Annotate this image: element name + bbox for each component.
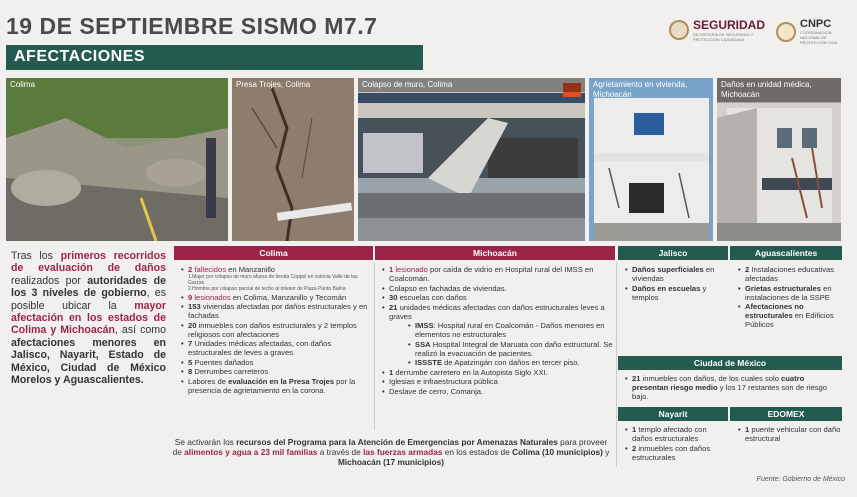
colima-list	[180, 265, 372, 395]
list-item: • 2 fallecidos en Manzanillo 1.Mujer por colapso de muro afuera de tienda Coppel en colonia Valle de las Garzas 2.Hombre por colapso parcial de techo al interior de Plaza Punto Bahía	[180, 265, 372, 292]
list-item: • 1 lesionado por caída de vidrio en Hospital rural del IMSS en Coalcomán.	[381, 265, 613, 283]
aguascalientes-header: Aguascalientes	[730, 246, 842, 260]
list-item: • Grietas estructurales en instalaciones de la SSPE	[737, 284, 843, 302]
photo-presa-trojes	[232, 78, 354, 241]
list-item: • 21 inmuebles con daños, de los cuales solo cuatro presentan riesgo medio y los 17 restantes son de riesgo bajo.	[624, 374, 842, 401]
divider	[616, 262, 617, 467]
list-item: • 1 puente vehicular con daño estructural	[737, 425, 843, 443]
list-item: • Afectaciones no estructurales en Edificios Públicos	[737, 302, 843, 329]
logo-name: CNPC	[800, 18, 832, 30]
list-item: • 1 templo afectado con daños estructurales	[624, 425, 728, 443]
photo-colapso-muro	[358, 78, 585, 241]
photo-caption: Colapso de muro, Colima	[358, 78, 585, 92]
seguridad-logo	[669, 18, 765, 42]
jalisco-header: Jalisco	[618, 246, 728, 260]
photo-agrietamiento	[589, 78, 713, 241]
cdmx-list	[624, 374, 842, 402]
list-item: • 1 derrumbe carretero en la Autopista Siglo XXI.	[381, 368, 613, 377]
list-item: • 5 Puentes dañados	[180, 358, 372, 367]
list-item: • SSA Hospital Integral de Maruata con daño estructural. Se realizó la evacuación de pacientes.	[407, 340, 613, 358]
list-item: • 20 inmuebles con daños estructurales y 2 templos religiosos con afectaciones	[180, 321, 372, 339]
list-item: • Labores de evaluación en la Presa Trojes por la presencia de agrietamiento en la corona.	[180, 377, 372, 395]
section-title: AFECTACIONES	[6, 45, 423, 70]
photo-caption: Daños en unidad médica, Michoacán	[717, 78, 841, 102]
logo-name: SEGURIDAD	[693, 18, 766, 32]
colima-header: Colima	[174, 246, 373, 260]
seal-icon	[669, 20, 689, 40]
list-item: • 2 Instalaciones educativas afectadas	[737, 265, 843, 283]
list-item: • 21 unidades médicas afectadas con daños estructurales leves a graves	[381, 303, 613, 321]
edomex-list	[737, 425, 843, 444]
edomex-header: EDOMEX	[730, 407, 842, 421]
list-item: • 2 inmuebles con daños estructurales	[624, 444, 728, 462]
list-item: • Daños superficiales en viviendas	[624, 265, 728, 283]
list-item: • Colapso en fachadas de viviendas.	[381, 284, 613, 293]
jalisco-list	[624, 265, 728, 302]
list-item: • 8 Derrumbes carreteros	[180, 367, 372, 376]
logo-sub: SECRETARÍA DE SEGURIDAD Y PROTECCIÓN CIUDADANA	[693, 32, 754, 42]
photo-unidad-medica	[717, 78, 841, 241]
photo-colima	[6, 78, 228, 241]
cnpc-seal-icon	[776, 22, 796, 42]
page-title: 19 DE SEPTIEMBRE SISMO M7.7	[6, 13, 378, 39]
list-item: • Daños en escuelas y templos	[624, 284, 728, 302]
list-item: • IMSS: Hospital rural en Coalcomán - Daños menores en elementos no estructurales	[407, 321, 613, 339]
list-item: • ISSSTE de Apatzingán con daños en tercer piso.	[407, 358, 613, 367]
list-item: • 9 lesionados en Colima, Manzanillo y Tecomán	[180, 293, 372, 302]
cdmx-header: Ciudad de México	[618, 356, 842, 370]
divider	[374, 262, 375, 430]
photo-caption: Agrietamiento en vivienda, Michoacán	[593, 80, 688, 99]
nayarit-header: Nayarit	[618, 407, 728, 421]
list-item: • Iglesias e infraestructura pública	[381, 377, 613, 386]
intro-text: Tras los primeros recorridos de evaluación de daños realizados por autoridades de los 3 niveles de gobierno, es posible ubicar la mayor afectación en los estados de Colima y Michoacán, así como afectaciones menores en Jalisco, Nayarit, Estado de México, Ciudad de México Morelos y Aguascalientes.	[11, 250, 167, 387]
cnpc-logo	[776, 18, 840, 45]
michoacan-list	[381, 265, 613, 396]
list-item: • Deslave de cerro, Comanja.	[381, 387, 613, 396]
list-item: • 30 escuelas con daños	[381, 293, 613, 302]
nayarit-list	[624, 425, 728, 462]
photo-caption: Presa Trojes, Colima	[236, 80, 311, 89]
list-item: • 153 viviendas afectadas por daños estructurales y en fachadas	[180, 302, 372, 320]
logo-sub: COORDINACIÓN NACIONAL DE PROTECCIÓN CIVIL	[800, 30, 838, 45]
source-note: Fuente: Gobierno de México	[756, 476, 845, 483]
list-item: • 7 Unidades médicas afectadas, con daños estructurales de leves a graves	[180, 339, 372, 357]
aguascalientes-list	[737, 265, 843, 330]
michoacan-header: Michoacán	[375, 246, 615, 260]
footer-text: Se activarán los recursos del Programa para la Atención de Emergencias por Amenazas Naturales para proveer de alimentos y agua a 23 mil familias a través de las fuerzas armadas en los estados de Colima (10 municipios) y Michoacán (17 municipios)	[172, 437, 610, 467]
photo-caption: Colima	[10, 80, 35, 89]
